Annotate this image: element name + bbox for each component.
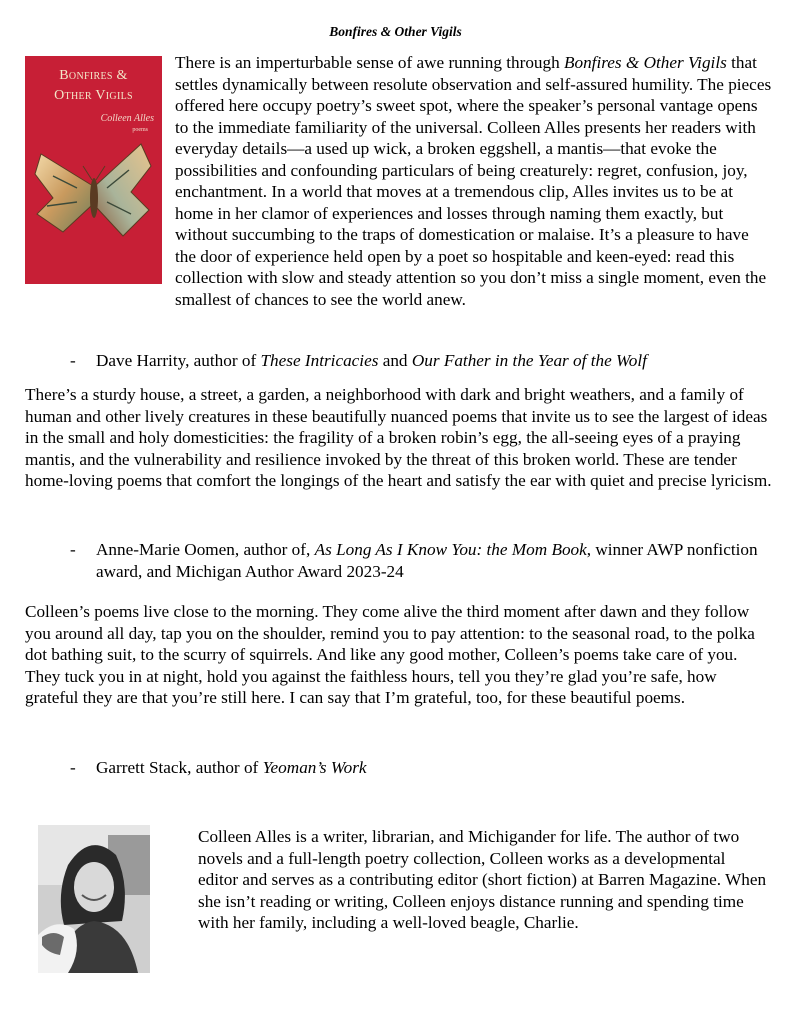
- attribution-dash: -: [70, 758, 76, 777]
- attribution-name: Dave Harrity, author of: [96, 351, 261, 370]
- blurb-garrett-stack: Colleen’s poems live close to the morning. They come alive the third moment after dawn and they follow you around all day, tap you on the shoulder, remind you to pay attention: to the seasonal road, to the polka dot bathing suit, to the scurry of squirrels. And like any good mother, Colleen’s poems take care of you. They tuck you in at night, hold you against the faithless hours, tell you they’re glad you’re safe, how grateful they are that you’re still here. I can say that I’m grateful, too, for these beautiful poems.: [25, 602, 755, 707]
- cover-subtitle: poems: [132, 127, 148, 133]
- attribution-text: [70, 757, 770, 779]
- blurb1-text-cont: that settles dynamically between resolute observation and self-assured humility. The pieces offered here occupy poetry’s sweet spot, where the speaker’s personal vantage opens to the immediate familiarity of the universal. Colleen Alles presents her readers with everyday details—a used up wick, a broken eggshell, a mantis—that evoke the possibilities and confounding particulars of being creaturely: regret, confusion, joy, enchantment. In a world that moves at a tremendous clip, Alles invites us to be at home in her clamor of experiences and losses through naming them exactly, but without succumbing to the traps of domestication or malaise. It’s a pleasure to have the door of experience held open by a poet so hospitable and keen-eyed: read this collection with slow and steady attention so you don’t miss a single moment, even the smallest of chances to see the world anew.: [175, 53, 772, 309]
- book-cover: [25, 56, 162, 284]
- attribution-dave-harrity: [70, 350, 770, 372]
- attribution-name: Garrett Stack, author of: [96, 758, 263, 777]
- blurb1-text: There is an imperturbable sense of awe running through: [175, 53, 564, 72]
- author-photo: [38, 825, 150, 973]
- blurb-anne-marie-oomen: There’s a sturdy house, a street, a garden, a neighborhood with dark and bright weathers, and a family of human and other lively creatures in these beautifully nuanced poems that invite us to see the largest of ideas in the small and holy domesticities: the fragility of a broken robin’s egg, the all-seeing eyes of a praying mantis, and the vulnerability and resilience invoked by the threat of this broken world. These are tender home-loving poems that comfort the longings of the heart and satisfy the ear with quiet and precise lyricism.: [25, 385, 772, 490]
- attribution-book-2: Our Father in the Year of the Wolf: [411, 351, 647, 370]
- attribution-book-1: These Intricacies: [260, 351, 379, 370]
- cover-title: [25, 66, 162, 106]
- attribution-text: [70, 539, 770, 582]
- attribution-awards: , winner AWP nonfiction award, and Michigan Author Award 2023-24: [96, 540, 758, 581]
- cover-title-line1: Bonfires &: [59, 68, 128, 83]
- author-bio: Colleen Alles is a writer, librarian, and Michigander for life. The author of two novels and a full-length poetry collection, Colleen works as a developmental editor and serves as a contributing editor (short fiction) at Barren Magazine. When she isn’t reading or writing, Colleen enjoys distance running and spending time with her family, including a well-loved beagle, Charlie.: [198, 827, 767, 932]
- attribution-and: and: [378, 351, 412, 370]
- attribution-anne-marie-oomen: [70, 539, 770, 582]
- cover-author: Colleen Alles: [100, 113, 154, 124]
- attribution-dash: -: [70, 351, 76, 370]
- book-title-ref: Bonfires & Other Vigils: [564, 53, 727, 72]
- attribution-book: Yeoman’s Work: [262, 758, 367, 777]
- cover-title-line2: Other Vigils: [54, 88, 133, 103]
- attribution-book: As Long As I Know You: the Mom Book: [314, 540, 587, 559]
- attribution-garrett-stack: [70, 757, 770, 779]
- page-title: Bonfires & Other Vigils: [329, 24, 462, 39]
- attribution-dash: -: [70, 540, 76, 559]
- attribution-text: [70, 350, 770, 372]
- attribution-name: Anne-Marie Oomen, author of,: [96, 540, 315, 559]
- moth-illustration-icon: [33, 136, 155, 248]
- author-portrait-icon: [38, 825, 150, 973]
- blurb-dave-harrity: [25, 52, 773, 310]
